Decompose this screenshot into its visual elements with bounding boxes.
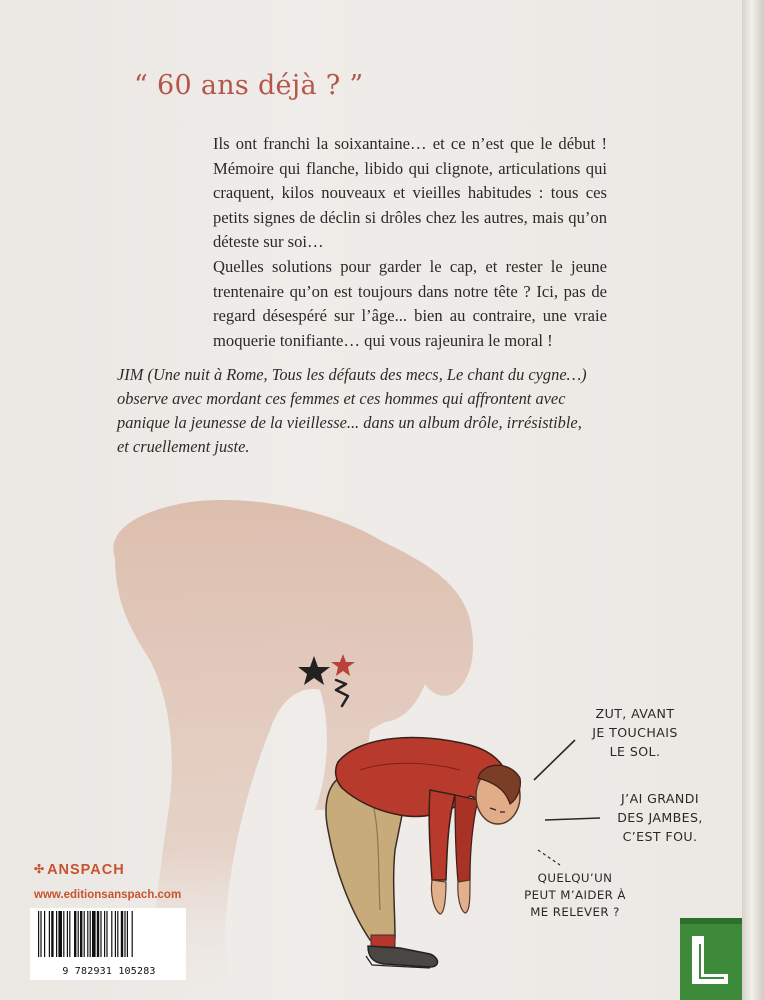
barcode-bars — [30, 911, 186, 969]
barcode-bar — [38, 911, 39, 957]
barcode-digits: 9 782931 105283 — [62, 966, 156, 977]
blurb-text — [213, 132, 607, 353]
speech-line — [538, 850, 560, 865]
cover-title: “ 60 ans déjà ? ” — [134, 70, 364, 101]
barcode-bar — [115, 911, 116, 957]
author-note — [117, 363, 637, 459]
blurb-paragraph: Ils ont franchi la soixantaine… et ce n’est que le début ! Mémoire qui flanche, libido qui clignote, articulations qui craquent, kilos nouveaux et vieilles habitudes : tous ces petits signes de déclin si drôles chez les autres, mais qu’on déteste sur soi… — [213, 134, 607, 252]
publisher-name: ANSPACH — [47, 862, 125, 878]
bending-man — [326, 738, 520, 968]
barcode-bar — [100, 911, 101, 957]
book-spine — [742, 0, 764, 1000]
author-line: JIM (Une nuit à Rome, Tous les défauts des mecs, Le chant du cygne…) — [117, 365, 587, 384]
barcode-bar — [111, 911, 112, 957]
barcode-bar — [80, 911, 82, 957]
publisher-logo — [34, 862, 125, 878]
barcode-bar — [124, 911, 125, 957]
publisher-website[interactable]: www.editionsanspach.com — [34, 889, 182, 901]
barcode-bar — [121, 911, 123, 957]
barcode-bar — [78, 911, 79, 957]
author-line: et cruellement juste. — [117, 437, 250, 456]
author-line: observe avec mordant ces femmes et ces hommes qui affrontent avec — [117, 389, 566, 408]
barcode-bar — [106, 911, 107, 957]
barcode-bar — [40, 911, 41, 957]
speech-bubble: J’AI GRANDI DES JAMBES, C’EST FOU. — [617, 791, 703, 844]
barcode-bar — [84, 911, 85, 957]
barcode-bar — [74, 911, 76, 957]
barcode-bar — [127, 911, 128, 957]
isbn-barcode — [30, 908, 186, 980]
speech-line — [545, 818, 600, 820]
barcode-bar — [97, 911, 99, 957]
speech-bubble: ZUT, AVANT JE TOUCHAIS LE SOL. — [592, 706, 678, 759]
barcode-bar — [63, 911, 64, 957]
lambiek-badge-icon — [680, 918, 742, 1000]
speech-bubble: QUELQU’UN PEUT M’AIDER À ME RELEVER ? — [524, 871, 626, 919]
barcode-bar — [92, 911, 96, 957]
speech-line — [534, 740, 575, 780]
publisher-mark-icon: ✣ — [34, 862, 46, 876]
blurb-paragraph: Quelles solutions pour garder le cap, et rester le jeune trentenaire qu’on est toujours dans notre tête ? Ici, pas de regard désespéré sur l’âge... bien au contraire, une vraie moquerie tonifiante… qui vous rajeunira le moral ! — [213, 256, 607, 350]
barcode-bar — [58, 911, 62, 957]
barcode-bar — [56, 911, 57, 957]
barcode-bar — [104, 911, 105, 957]
barcode-bar — [67, 911, 68, 957]
barcode-bar — [87, 911, 88, 957]
barcode-bar — [117, 911, 118, 957]
barcode-bar — [132, 911, 133, 957]
barcode-bar — [51, 911, 53, 957]
author-line: panique la jeunesse de la vieillesse... dans un album drôle, irrésistible, — [117, 413, 582, 432]
barcode-bar — [49, 911, 50, 957]
barcode-bar — [69, 911, 70, 957]
barcode-bar — [44, 911, 45, 957]
barcode-bar — [90, 911, 91, 957]
